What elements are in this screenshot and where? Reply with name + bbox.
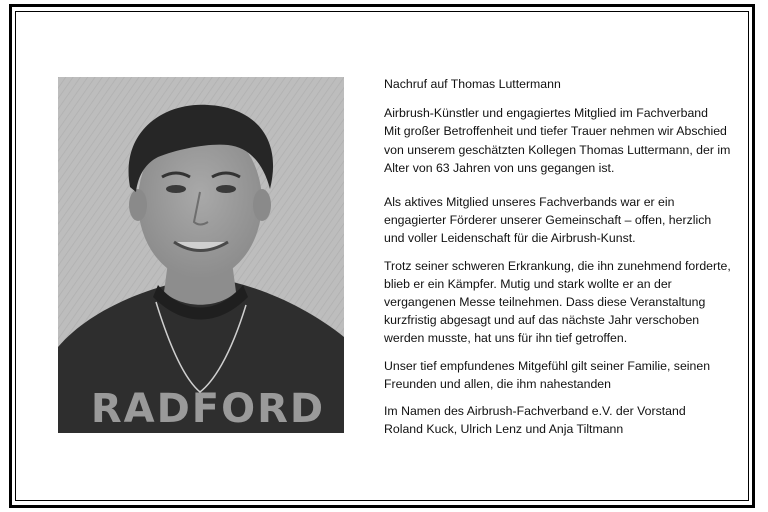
- signature-organization: Im Namen des Airbrush-Fachverband e.V. der Vorstand: [384, 404, 686, 419]
- illness-paragraph: Trotz seiner schweren Erkrankung, die ihn zunehmend forderte, blieb er ein Kämpfer. Mutig und stark wollte er an der vergangenen Messe teilnehmen. Dass diese Veranstaltung kurzfristig abgesagt und auf das nächste Jahr verschoben werden musste, hat uns für ihn tief getroffen.: [384, 258, 731, 346]
- signature: [384, 402, 734, 438]
- signature-names: Roland Kuck, Ulrich Lenz und Anja Tiltmann: [384, 422, 624, 437]
- condolence-paragraph: Unser tief empfundenes Mitgefühl gilt seiner Familie, seinen Freunden und allen, die ihm nahestanden: [384, 358, 711, 391]
- portrait-photo: [58, 77, 344, 433]
- intro-paragraph: [384, 104, 734, 177]
- obituary-title: Nachruf auf Thomas Luttermann: [384, 77, 561, 91]
- shirt-print: RADFORD: [90, 386, 326, 432]
- member-paragraph: Als aktives Mitglied unseres Fachverbands war er ein engagierter Förderer unserer Gemeinschaft – offen, herzlich und voller Leidenschaft für die Airbrush-Kunst.: [384, 195, 712, 246]
- intro-subtitle: Airbrush-Künstler und engagiertes Mitglied im Fachverband: [384, 106, 708, 121]
- obituary-text: [384, 75, 734, 447]
- intro-text: Mit großer Betroffenheit und tiefer Trauer nehmen wir Abschied von unserem geschätzten Kollegen Thomas Luttermann, der im Alter von 63 Jahren von uns gegangen ist.: [384, 124, 731, 175]
